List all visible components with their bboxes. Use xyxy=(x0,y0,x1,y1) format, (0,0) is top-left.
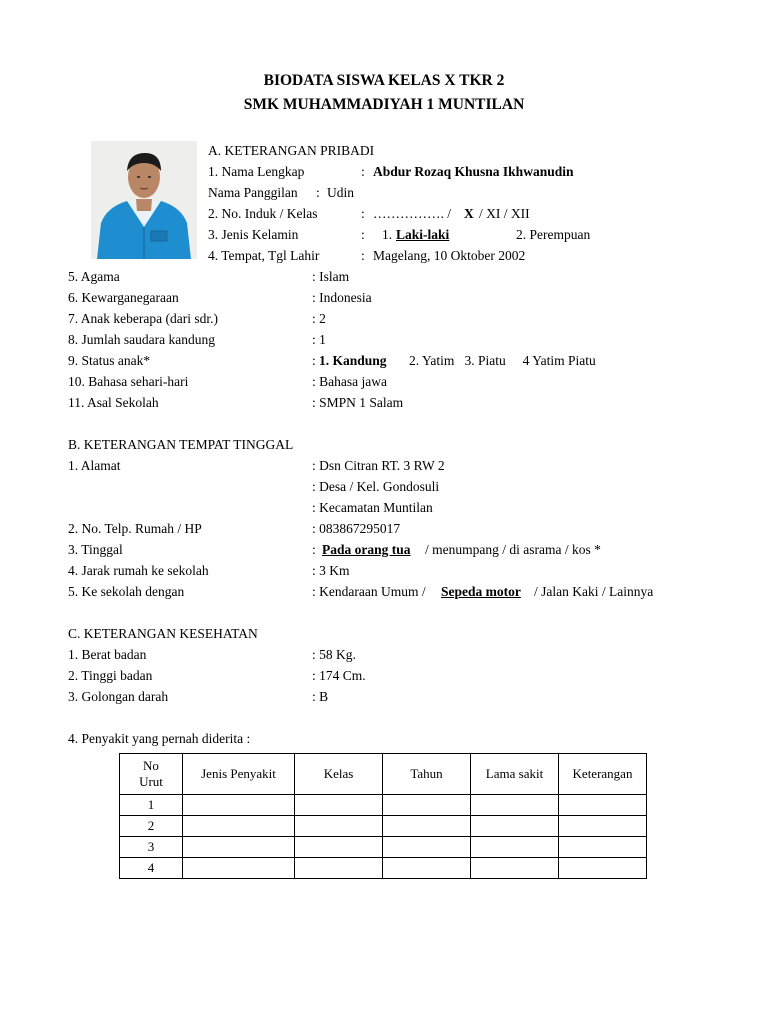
cell-year[interactable] xyxy=(383,816,471,837)
cell-class[interactable] xyxy=(295,837,383,858)
child-order-value: : 2 xyxy=(312,311,326,326)
table-row xyxy=(120,795,647,816)
cell-disease[interactable] xyxy=(183,837,295,858)
child-status-colon: : xyxy=(312,353,316,368)
cell-disease[interactable] xyxy=(183,795,295,816)
citizenship-label: 6. Kewarganegaraan xyxy=(68,290,179,305)
student-photo xyxy=(91,141,197,259)
section-a-title: A. KETERANGAN PRIBADI xyxy=(208,143,375,158)
transport-selected: Sepeda motor xyxy=(441,584,521,599)
gender-colon: : xyxy=(361,227,365,242)
cell-class[interactable] xyxy=(295,816,383,837)
cell-class[interactable] xyxy=(295,795,383,816)
phone-label: 2. No. Telp. Rumah / HP xyxy=(68,521,202,536)
cell-duration[interactable] xyxy=(471,795,559,816)
cell-notes[interactable] xyxy=(559,837,647,858)
header-no-urut xyxy=(120,754,183,795)
header-urut: Urut xyxy=(139,774,163,789)
illness-table-header-row xyxy=(120,754,647,795)
illness-history-label: 4. Penyakit yang pernah diderita : xyxy=(68,731,251,746)
cell-disease[interactable] xyxy=(183,816,295,837)
cell-disease[interactable] xyxy=(183,858,295,879)
full-name-value: Abdur Rozaq Khusna Ikhwanudin xyxy=(373,164,574,179)
cell-year[interactable] xyxy=(383,795,471,816)
cell-notes[interactable] xyxy=(559,858,647,879)
transport-prefix: : Kendaraan Umum / xyxy=(312,584,426,599)
transport-other-options: / Jalan Kaki / Lainnya xyxy=(534,584,654,599)
citizenship-value: : Indonesia xyxy=(312,290,372,305)
address-line-3: : Kecamatan Muntilan xyxy=(312,500,433,515)
student-id-class-label: 2. No. Induk / Kelas xyxy=(208,206,318,221)
birth-value: Magelang, 10 Oktober 2002 xyxy=(373,248,526,263)
daily-language-label: 10. Bahasa sehari-hari xyxy=(68,374,189,389)
table-row xyxy=(120,837,647,858)
student-portrait-image xyxy=(91,141,197,259)
previous-school-value: : SMPN 1 Salam xyxy=(312,395,404,410)
nickname-value: Udin xyxy=(327,185,354,200)
height-label: 2. Tinggi badan xyxy=(68,668,153,683)
row-number: 3 xyxy=(120,837,183,858)
section-b-title: B. KETERANGAN TEMPAT TINGGAL xyxy=(68,437,294,452)
previous-school-label: 11. Asal Sekolah xyxy=(68,395,159,410)
transport-label: 5. Ke sekolah dengan xyxy=(68,584,185,599)
distance-value: : 3 Km xyxy=(312,563,350,578)
address-label: 1. Alamat xyxy=(68,458,121,473)
siblings-label: 8. Jumlah saudara kandung xyxy=(68,332,215,347)
living-label: 3. Tinggal xyxy=(68,542,123,557)
living-colon: : xyxy=(312,542,316,557)
document-title: BIODATA SISWA KELAS X TKR 2 xyxy=(263,72,505,89)
cell-duration[interactable] xyxy=(471,858,559,879)
cell-notes[interactable] xyxy=(559,795,647,816)
cell-duration[interactable] xyxy=(471,816,559,837)
blood-type-label: 3. Golongan darah xyxy=(68,689,169,704)
nickname-label: Nama Panggilan xyxy=(208,185,298,200)
student-id-class-colon: : xyxy=(361,206,365,221)
header-no: No xyxy=(143,758,159,773)
living-other-options: / menumpang / di asrama / kos * xyxy=(425,542,601,557)
child-status-other-options: 2. Yatim 3. Piatu 4 Yatim Piatu xyxy=(409,353,596,368)
cell-year[interactable] xyxy=(383,858,471,879)
row-number: 2 xyxy=(120,816,183,837)
gender-option-female: 2. Perempuan xyxy=(516,227,591,242)
address-line-1: : Dsn Citran RT. 3 RW 2 xyxy=(312,458,445,473)
phone-value: : 083867295017 xyxy=(312,521,401,536)
living-selected: Pada orang tua xyxy=(322,542,411,557)
cell-notes[interactable] xyxy=(559,816,647,837)
cell-duration[interactable] xyxy=(471,837,559,858)
cell-class[interactable] xyxy=(295,858,383,879)
birth-label: 4. Tempat, Tgl Lahir xyxy=(208,248,320,263)
school-name: SMK MUHAMMADIYAH 1 MUNTILAN xyxy=(243,96,525,113)
illness-table xyxy=(119,753,647,879)
header-year: Tahun xyxy=(383,754,471,795)
religion-value: : Islam xyxy=(312,269,350,284)
full-name-colon: : xyxy=(361,164,365,179)
class-selected-x: X xyxy=(464,206,474,221)
header-duration: Lama sakit xyxy=(471,754,559,795)
address-line-2: : Desa / Kel. Gondosuli xyxy=(312,479,440,494)
siblings-value: : 1 xyxy=(312,332,326,347)
header-notes: Keterangan xyxy=(559,754,647,795)
gender-label: 3. Jenis Kelamin xyxy=(208,227,299,242)
child-status-selected: 1. Kandung xyxy=(319,353,387,368)
table-row xyxy=(120,858,647,879)
header-disease-type: Jenis Penyakit xyxy=(183,754,295,795)
daily-language-value: : Bahasa jawa xyxy=(312,374,387,389)
gender-option-1-number: 1. xyxy=(382,227,393,242)
blood-type-value: : B xyxy=(312,689,329,704)
class-other-options: / XI / XII xyxy=(479,206,530,221)
section-c-title: C. KETERANGAN KESEHATAN xyxy=(68,626,258,641)
distance-label: 4. Jarak rumah ke sekolah xyxy=(68,563,209,578)
weight-value: : 58 Kg. xyxy=(312,647,356,662)
nickname-colon: : xyxy=(316,185,320,200)
child-status-label: 9. Status anak* xyxy=(68,353,151,368)
weight-label: 1. Berat badan xyxy=(68,647,147,662)
birth-colon: : xyxy=(361,248,365,263)
row-number: 1 xyxy=(120,795,183,816)
gender-option-male: Laki-laki xyxy=(396,227,450,242)
header-class: Kelas xyxy=(295,754,383,795)
table-row xyxy=(120,816,647,837)
height-value: : 174 Cm. xyxy=(312,668,366,683)
religion-label: 5. Agama xyxy=(68,269,120,284)
cell-year[interactable] xyxy=(383,837,471,858)
student-id-dots: ……………. / xyxy=(373,206,452,221)
row-number: 4 xyxy=(120,858,183,879)
full-name-label: 1. Nama Lengkap xyxy=(208,164,305,179)
child-order-label: 7. Anak keberapa (dari sdr.) xyxy=(68,311,218,326)
